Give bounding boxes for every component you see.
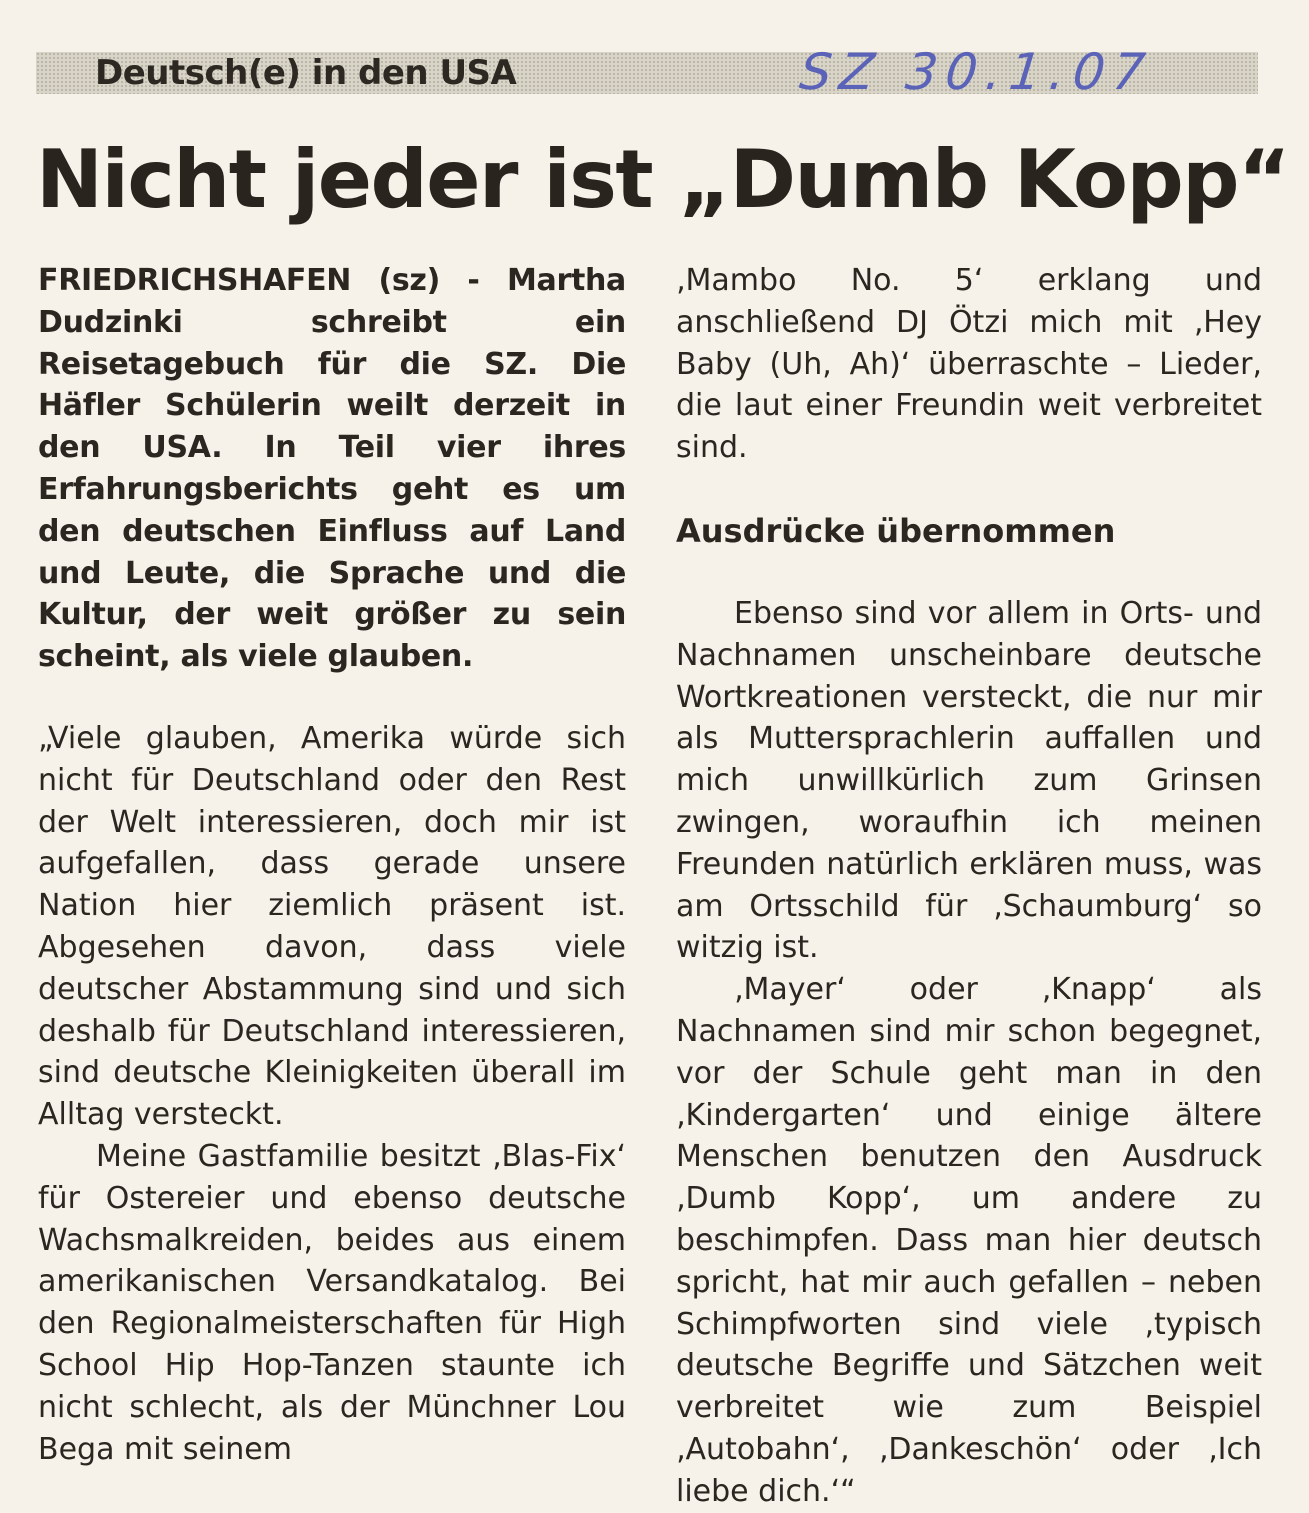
rubric-label: Deutsch(e) in den USA (95, 53, 517, 93)
body-paragraph-2-continued: ‚Mambo No. 5‘ erklang und anschließend DJ Ötzi mich mit ‚Hey Baby (Uh, Ah)‘ überraschte – Lieder, die laut einer Freundin weit verbreitet sind. (676, 263, 1262, 466)
article-column-left (38, 260, 626, 1470)
handwritten-date-note: SZ 30.1.07 (796, 43, 1156, 101)
article-column-right (676, 260, 1262, 1513)
subheading: Ausdrücke übernommen (676, 511, 1116, 550)
body-paragraph-4: ‚Mayer‘ oder ‚Knapp‘ als Nachnamen sind mir schon begegnet, vor der Schule geht man in den ‚Kindergarten‘ und einige ältere Menschen benutzen den Ausdruck ‚Dumb Kopp‘, um andere zu beschimpfen. Dass man hier deutsch spricht, hat mir auch gefallen – neben Schimpfworten sind viele ‚typisch deutsche Begriffe und Sätzchen weit verbreitet wie zum Beispiel ‚Autobahn‘, ‚Dankeschön‘ oder ‚Ich liebe dich.‘“ (676, 972, 1262, 1509)
lead-paragraph: FRIEDRICHSHAFEN (sz) - Martha Dudzinki schreibt ein Reisetagebuch für die SZ. Die Häfler Schülerin weilt derzeit in den USA. In Teil vier ihres Erfahrungsberichts geht es um den deutschen Einfluss auf Land und Leute, die Sprache und die Kultur, der weit größer zu sein scheint, als viele glauben. (38, 263, 626, 675)
headline: Nicht jeder ist „Dumb Kopp“ (36, 133, 1290, 226)
body-paragraph-3: Ebenso sind vor allem in Orts- und Nachnamen unscheinbare deutsche Wortkreationen versteckt, die nur mir als Muttersprachlerin auffallen und mich unwillkürlich zum Grinsen zwingen, woraufhin ich meinen Freunden natürlich erklären muss, was am Ortsschild für ‚Schaumburg‘ so witzig ist. (676, 595, 1262, 966)
body-paragraph-2: Meine Gastfamilie besitzt ‚Blas-Fix‘ für Ostereier und ebenso deutsche Wachsmalkreiden, beides aus einem amerikanischen Versandkatalog. Bei den Regionalmeisterschaften für High School Hip Hop-Tanzen staunte ich nicht schlecht, als der Münchner Lou Bega mit seinem (38, 1138, 626, 1467)
body-paragraph-1: „Viele glauben, Amerika würde sich nicht für Deutschland oder den Rest der Welt interessieren, doch mir ist aufgefallen, dass gerade unsere Nation hier ziemlich präsent ist. Abgesehen davon, dass viele deutscher Abstammung sind und sich deshalb für Deutschland interessieren, sind deutsche Kleinigkeiten überall im Alltag versteckt. (38, 720, 626, 1133)
